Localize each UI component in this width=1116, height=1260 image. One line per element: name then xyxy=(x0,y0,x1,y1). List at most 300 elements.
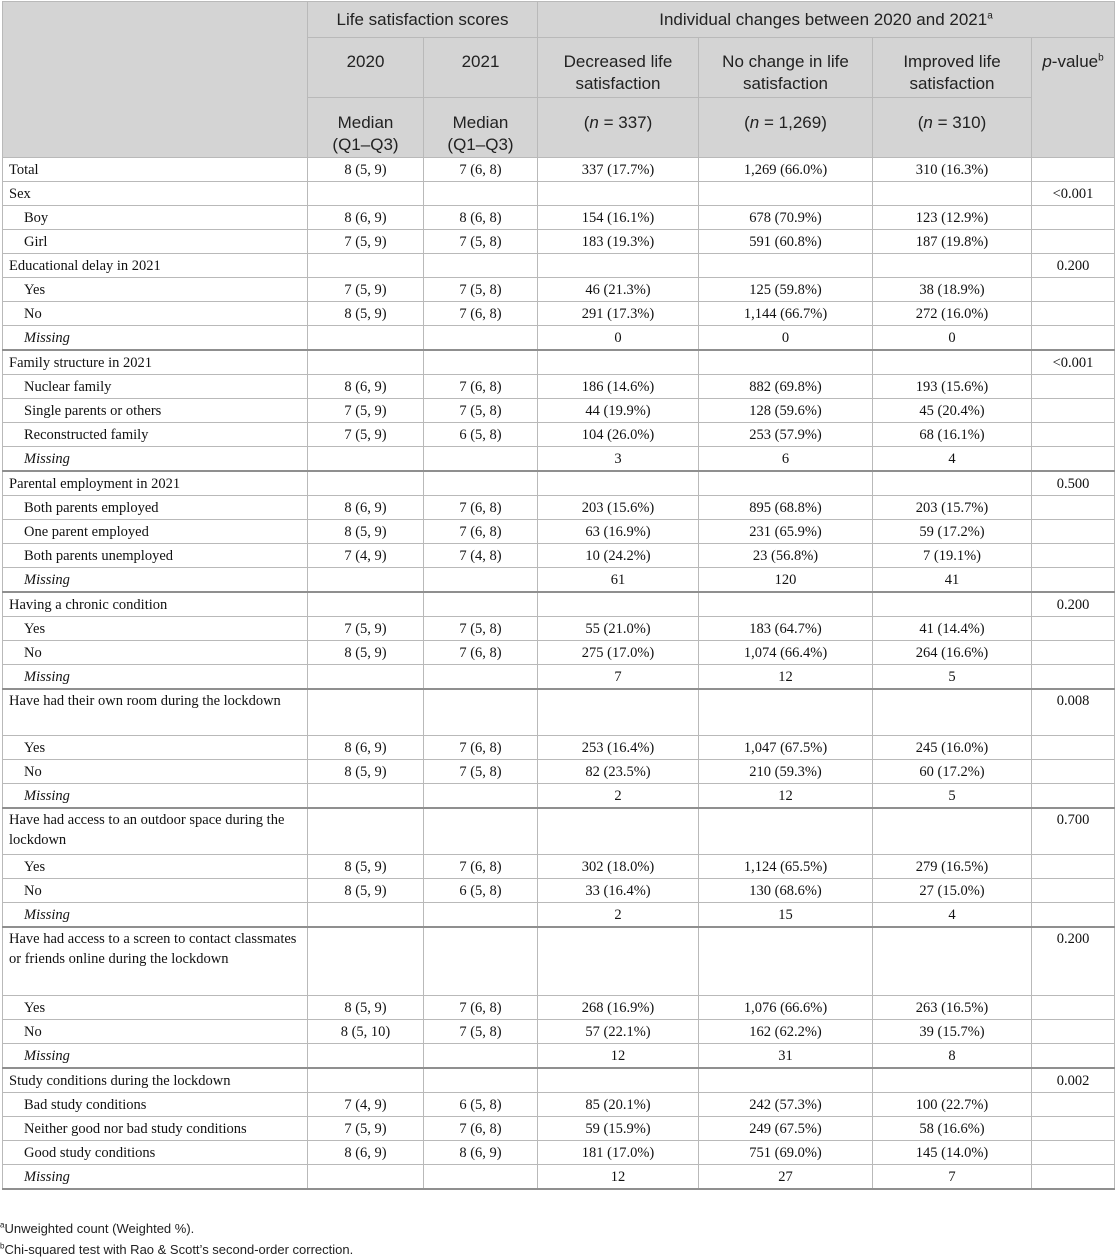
cell-p-value xyxy=(1032,1093,1115,1117)
cell-2020: 8 (6, 9) xyxy=(308,1141,424,1165)
cell-p-value xyxy=(1032,665,1115,690)
header-year-2020: 2020 xyxy=(308,38,424,98)
cell-no-change xyxy=(699,471,873,496)
cell-improved: 310 (16.3%) xyxy=(873,158,1032,182)
cell-decreased xyxy=(538,927,699,996)
cell-2021: 8 (6, 8) xyxy=(424,206,538,230)
cell-p-value xyxy=(1032,760,1115,784)
row-label: Total xyxy=(3,158,308,182)
cell-decreased: 183 (19.3%) xyxy=(538,230,699,254)
cell-improved xyxy=(873,471,1032,496)
cell-improved xyxy=(873,254,1032,278)
cell-decreased: 61 xyxy=(538,568,699,593)
cell-p-value xyxy=(1032,641,1115,665)
cell-p-value: 0.200 xyxy=(1032,254,1115,278)
cell-improved: 145 (14.0%) xyxy=(873,1141,1032,1165)
cell-improved: 272 (16.0%) xyxy=(873,302,1032,326)
table-missing-row xyxy=(3,1044,1115,1069)
cell-2020: 8 (5, 9) xyxy=(308,760,424,784)
cell-improved: 58 (16.6%) xyxy=(873,1117,1032,1141)
cell-2020: 8 (6, 9) xyxy=(308,375,424,399)
cell-decreased: 7 xyxy=(538,665,699,690)
cell-improved: 8 xyxy=(873,1044,1032,1069)
table-row xyxy=(3,879,1115,903)
cell-decreased: 10 (24.2%) xyxy=(538,544,699,568)
cell-decreased: 302 (18.0%) xyxy=(538,855,699,879)
footnote-b: $^b$Chi-squared test with Rao & Scott’s second-order correction. xyxy=(0,1241,354,1257)
cell-p-value xyxy=(1032,1020,1115,1044)
cell-no-change: 12 xyxy=(699,665,873,690)
cell-2020: 7 (4, 9) xyxy=(308,544,424,568)
cell-2020 xyxy=(308,927,424,996)
cell-p-value xyxy=(1032,496,1115,520)
cell-decreased xyxy=(538,254,699,278)
cell-improved: 68 (16.1%) xyxy=(873,423,1032,447)
cell-2021: 7 (5, 8) xyxy=(424,617,538,641)
table-row xyxy=(3,641,1115,665)
table-missing-row xyxy=(3,903,1115,928)
cell-2020: 7 (5, 9) xyxy=(308,617,424,641)
cell-no-change: 210 (59.3%) xyxy=(699,760,873,784)
cell-2021 xyxy=(424,326,538,351)
cell-2021 xyxy=(424,665,538,690)
cell-no-change: 678 (70.9%) xyxy=(699,206,873,230)
row-label: Missing xyxy=(3,568,308,593)
cell-improved: 4 xyxy=(873,447,1032,472)
cell-no-change: 125 (59.8%) xyxy=(699,278,873,302)
header-improved: Improved life satisfaction xyxy=(873,38,1032,98)
cell-p-value xyxy=(1032,996,1115,1020)
cell-2020: 7 (5, 9) xyxy=(308,423,424,447)
cell-2020 xyxy=(308,471,424,496)
cell-p-value xyxy=(1032,617,1115,641)
row-label: Yes xyxy=(3,617,308,641)
header-median-2021: Median (Q1–Q3) xyxy=(424,98,538,158)
table-section-row xyxy=(3,254,1115,278)
cell-2020 xyxy=(308,447,424,472)
cell-decreased: 181 (17.0%) xyxy=(538,1141,699,1165)
table-row xyxy=(3,855,1115,879)
cell-p-value xyxy=(1032,544,1115,568)
header-year-2021: 2021 xyxy=(424,38,538,98)
row-label: Family structure in 2021 xyxy=(3,350,308,375)
cell-2020: 8 (6, 9) xyxy=(308,496,424,520)
cell-improved: 27 (15.0%) xyxy=(873,879,1032,903)
cell-improved: 7 xyxy=(873,1165,1032,1190)
cell-2020: 7 (5, 9) xyxy=(308,230,424,254)
cell-no-change xyxy=(699,182,873,206)
cell-no-change: 0 xyxy=(699,326,873,351)
row-label: Reconstructed family xyxy=(3,423,308,447)
cell-improved xyxy=(873,927,1032,996)
footnote-a: $^a$Unweighted count (Weighted %). xyxy=(0,1220,195,1236)
cell-2021: 7 (5, 8) xyxy=(424,760,538,784)
cell-p-value xyxy=(1032,158,1115,182)
cell-improved xyxy=(873,1068,1032,1093)
cell-decreased: 337 (17.7%) xyxy=(538,158,699,182)
cell-2021: 6 (5, 8) xyxy=(424,423,538,447)
cell-improved: 279 (16.5%) xyxy=(873,855,1032,879)
cell-p-value xyxy=(1032,423,1115,447)
cell-decreased: 203 (15.6%) xyxy=(538,496,699,520)
cell-no-change: 231 (65.9%) xyxy=(699,520,873,544)
cell-improved: 100 (22.7%) xyxy=(873,1093,1032,1117)
cell-decreased: 12 xyxy=(538,1165,699,1190)
cell-decreased xyxy=(538,471,699,496)
cell-no-change: 128 (59.6%) xyxy=(699,399,873,423)
cell-no-change: 591 (60.8%) xyxy=(699,230,873,254)
cell-2021 xyxy=(424,808,538,855)
row-label: No xyxy=(3,302,308,326)
table-row xyxy=(3,278,1115,302)
cell-no-change xyxy=(699,689,873,736)
cell-decreased: 2 xyxy=(538,784,699,809)
cell-decreased xyxy=(538,182,699,206)
header-empty-cell xyxy=(3,2,308,158)
cell-no-change xyxy=(699,808,873,855)
cell-improved xyxy=(873,182,1032,206)
row-label: Have had access to an outdoor space during the lockdown xyxy=(3,808,308,855)
cell-2021 xyxy=(424,1044,538,1069)
cell-no-change: 1,047 (67.5%) xyxy=(699,736,873,760)
row-label: Yes xyxy=(3,996,308,1020)
cell-improved: 203 (15.7%) xyxy=(873,496,1032,520)
row-label: Parental employment in 2021 xyxy=(3,471,308,496)
table-row xyxy=(3,544,1115,568)
cell-no-change: 31 xyxy=(699,1044,873,1069)
cell-improved xyxy=(873,808,1032,855)
cell-p-value: <0.001 xyxy=(1032,350,1115,375)
cell-no-change: 12 xyxy=(699,784,873,809)
table-row xyxy=(3,206,1115,230)
cell-2020 xyxy=(308,1068,424,1093)
row-label: Sex xyxy=(3,182,308,206)
cell-improved: 45 (20.4%) xyxy=(873,399,1032,423)
row-label: No xyxy=(3,760,308,784)
table-row xyxy=(3,375,1115,399)
cell-2020 xyxy=(308,808,424,855)
cell-2020: 8 (5, 9) xyxy=(308,302,424,326)
cell-decreased: 154 (16.1%) xyxy=(538,206,699,230)
table-row xyxy=(3,302,1115,326)
cell-improved: 0 xyxy=(873,326,1032,351)
cell-2021 xyxy=(424,568,538,593)
cell-p-value xyxy=(1032,326,1115,351)
table-row xyxy=(3,423,1115,447)
table-missing-row xyxy=(3,784,1115,809)
cell-improved: 245 (16.0%) xyxy=(873,736,1032,760)
cell-no-change: 1,076 (66.6%) xyxy=(699,996,873,1020)
cell-improved: 39 (15.7%) xyxy=(873,1020,1032,1044)
header-no-change: No change in life satisfaction xyxy=(699,38,873,98)
cell-2020 xyxy=(308,689,424,736)
row-label: Missing xyxy=(3,665,308,690)
table-row xyxy=(3,1141,1115,1165)
cell-p-value xyxy=(1032,855,1115,879)
cell-2021 xyxy=(424,1165,538,1190)
row-label: Having a chronic condition xyxy=(3,592,308,617)
cell-2020 xyxy=(308,592,424,617)
row-label: Have had their own room during the lockdown xyxy=(3,689,308,736)
header-median-2020: Median (Q1–Q3) xyxy=(308,98,424,158)
cell-improved xyxy=(873,592,1032,617)
row-label: No xyxy=(3,1020,308,1044)
table-row xyxy=(3,1117,1115,1141)
cell-p-value xyxy=(1032,1165,1115,1190)
cell-p-value xyxy=(1032,1117,1115,1141)
row-label: Boy xyxy=(3,206,308,230)
cell-improved: 264 (16.6%) xyxy=(873,641,1032,665)
row-label: No xyxy=(3,641,308,665)
cell-decreased xyxy=(538,350,699,375)
cell-improved: 5 xyxy=(873,665,1032,690)
cell-no-change: 1,269 (66.0%) xyxy=(699,158,873,182)
header-n-improved: (n = 310) xyxy=(873,98,1032,158)
row-label: No xyxy=(3,879,308,903)
row-label: Missing xyxy=(3,326,308,351)
cell-p-value xyxy=(1032,736,1115,760)
cell-no-change: 183 (64.7%) xyxy=(699,617,873,641)
cell-improved: 60 (17.2%) xyxy=(873,760,1032,784)
row-label: Yes xyxy=(3,278,308,302)
cell-2020: 8 (6, 9) xyxy=(308,206,424,230)
cell-2020 xyxy=(308,1044,424,1069)
table-row xyxy=(3,617,1115,641)
cell-improved: 4 xyxy=(873,903,1032,928)
cell-improved: 38 (18.9%) xyxy=(873,278,1032,302)
cell-2020: 8 (5, 9) xyxy=(308,520,424,544)
row-label: Study conditions during the lockdown xyxy=(3,1068,308,1093)
cell-no-change: 6 xyxy=(699,447,873,472)
row-label: Bad study conditions xyxy=(3,1093,308,1117)
cell-no-change: 751 (69.0%) xyxy=(699,1141,873,1165)
row-label: Missing xyxy=(3,1165,308,1190)
cell-p-value xyxy=(1032,1141,1115,1165)
row-label: Missing xyxy=(3,903,308,928)
cell-p-value: 0.002 xyxy=(1032,1068,1115,1093)
cell-p-value xyxy=(1032,375,1115,399)
cell-p-value xyxy=(1032,447,1115,472)
cell-2020: 7 (5, 9) xyxy=(308,1117,424,1141)
cell-no-change xyxy=(699,592,873,617)
cell-2020 xyxy=(308,784,424,809)
cell-decreased: 33 (16.4%) xyxy=(538,879,699,903)
cell-decreased: 104 (26.0%) xyxy=(538,423,699,447)
cell-2020: 7 (5, 9) xyxy=(308,278,424,302)
table-missing-row xyxy=(3,568,1115,593)
cell-improved: 7 (19.1%) xyxy=(873,544,1032,568)
cell-decreased: 46 (21.3%) xyxy=(538,278,699,302)
cell-no-change: 162 (62.2%) xyxy=(699,1020,873,1044)
table-section-row xyxy=(3,927,1115,996)
cell-improved: 193 (15.6%) xyxy=(873,375,1032,399)
cell-2020: 8 (5, 10) xyxy=(308,1020,424,1044)
cell-no-change: 1,074 (66.4%) xyxy=(699,641,873,665)
row-label: Good study conditions xyxy=(3,1141,308,1165)
cell-decreased xyxy=(538,1068,699,1093)
cell-2021: 6 (5, 8) xyxy=(424,1093,538,1117)
cell-improved xyxy=(873,689,1032,736)
cell-2020: 8 (5, 9) xyxy=(308,641,424,665)
cell-no-change: 882 (69.8%) xyxy=(699,375,873,399)
cell-2021 xyxy=(424,903,538,928)
cell-2021: 7 (6, 8) xyxy=(424,375,538,399)
cell-p-value: 0.500 xyxy=(1032,471,1115,496)
cell-2021: 7 (6, 8) xyxy=(424,736,538,760)
table-section-row xyxy=(3,350,1115,375)
table-section-row xyxy=(3,182,1115,206)
table-row xyxy=(3,996,1115,1020)
cell-decreased: 44 (19.9%) xyxy=(538,399,699,423)
cell-2020: 7 (5, 9) xyxy=(308,399,424,423)
cell-decreased: 186 (14.6%) xyxy=(538,375,699,399)
cell-p-value: 0.700 xyxy=(1032,808,1115,855)
cell-p-value: 0.200 xyxy=(1032,927,1115,996)
cell-2021 xyxy=(424,784,538,809)
cell-improved: 123 (12.9%) xyxy=(873,206,1032,230)
table-row xyxy=(3,158,1115,182)
row-label: Single parents or others xyxy=(3,399,308,423)
cell-2020: 8 (6, 9) xyxy=(308,736,424,760)
cell-2020: 8 (5, 9) xyxy=(308,855,424,879)
cell-decreased: 55 (21.0%) xyxy=(538,617,699,641)
cell-p-value xyxy=(1032,399,1115,423)
cell-2020: 7 (4, 9) xyxy=(308,1093,424,1117)
results-table xyxy=(2,1,1115,1190)
cell-2020 xyxy=(308,254,424,278)
cell-p-value xyxy=(1032,520,1115,544)
cell-decreased: 275 (17.0%) xyxy=(538,641,699,665)
cell-decreased: 82 (23.5%) xyxy=(538,760,699,784)
cell-decreased: 12 xyxy=(538,1044,699,1069)
cell-decreased: 253 (16.4%) xyxy=(538,736,699,760)
cell-2020: 8 (5, 9) xyxy=(308,996,424,1020)
cell-2021 xyxy=(424,182,538,206)
row-label: Girl xyxy=(3,230,308,254)
header-p-value: p-value$^b$ xyxy=(1032,38,1115,158)
cell-no-change xyxy=(699,350,873,375)
cell-decreased xyxy=(538,808,699,855)
cell-no-change: 27 xyxy=(699,1165,873,1190)
cell-2021: 7 (5, 8) xyxy=(424,399,538,423)
table-missing-row xyxy=(3,1165,1115,1190)
cell-improved: 5 xyxy=(873,784,1032,809)
cell-decreased: 59 (15.9%) xyxy=(538,1117,699,1141)
row-label: Missing xyxy=(3,447,308,472)
cell-no-change: 249 (67.5%) xyxy=(699,1117,873,1141)
row-label: One parent employed xyxy=(3,520,308,544)
cell-2021: 7 (5, 8) xyxy=(424,1020,538,1044)
cell-2020 xyxy=(308,568,424,593)
cell-2021: 8 (6, 9) xyxy=(424,1141,538,1165)
cell-decreased: 2 xyxy=(538,903,699,928)
cell-no-change: 242 (57.3%) xyxy=(699,1093,873,1117)
row-label: Educational delay in 2021 xyxy=(3,254,308,278)
cell-p-value xyxy=(1032,784,1115,809)
cell-decreased: 0 xyxy=(538,326,699,351)
cell-2020: 8 (5, 9) xyxy=(308,158,424,182)
cell-2021: 7 (6, 8) xyxy=(424,996,538,1020)
table-missing-row xyxy=(3,665,1115,690)
cell-2021: 7 (6, 8) xyxy=(424,496,538,520)
cell-2020 xyxy=(308,182,424,206)
cell-2021 xyxy=(424,927,538,996)
table-section-row xyxy=(3,808,1115,855)
table-row xyxy=(3,230,1115,254)
cell-2021: 7 (6, 8) xyxy=(424,158,538,182)
row-label: Have had access to a screen to contact classmates or friends online during the lockdown xyxy=(3,927,308,996)
cell-2020: 8 (5, 9) xyxy=(308,879,424,903)
cell-decreased: 57 (22.1%) xyxy=(538,1020,699,1044)
table-section-row xyxy=(3,1068,1115,1093)
cell-p-value xyxy=(1032,1044,1115,1069)
table-row xyxy=(3,1093,1115,1117)
cell-improved: 41 xyxy=(873,568,1032,593)
table-missing-row xyxy=(3,326,1115,351)
cell-p-value xyxy=(1032,230,1115,254)
table-body xyxy=(3,158,1115,1190)
row-label: Both parents unemployed xyxy=(3,544,308,568)
cell-2021: 7 (6, 8) xyxy=(424,641,538,665)
row-label: Missing xyxy=(3,1044,308,1069)
table-row xyxy=(3,1020,1115,1044)
cell-decreased xyxy=(538,592,699,617)
cell-2021: 7 (5, 8) xyxy=(424,230,538,254)
cell-2020 xyxy=(308,665,424,690)
cell-decreased: 85 (20.1%) xyxy=(538,1093,699,1117)
row-label: Yes xyxy=(3,736,308,760)
header-life-satisfaction-scores: Life satisfaction scores xyxy=(308,2,538,38)
cell-2021 xyxy=(424,350,538,375)
cell-p-value: 0.200 xyxy=(1032,592,1115,617)
cell-no-change: 1,124 (65.5%) xyxy=(699,855,873,879)
cell-2020 xyxy=(308,903,424,928)
table-row xyxy=(3,736,1115,760)
header-n-no-change: (n = 1,269) xyxy=(699,98,873,158)
cell-improved xyxy=(873,350,1032,375)
cell-decreased xyxy=(538,689,699,736)
cell-2020 xyxy=(308,350,424,375)
cell-2021 xyxy=(424,254,538,278)
cell-improved: 41 (14.4%) xyxy=(873,617,1032,641)
cell-2021: 6 (5, 8) xyxy=(424,879,538,903)
table-missing-row xyxy=(3,447,1115,472)
cell-no-change: 130 (68.6%) xyxy=(699,879,873,903)
cell-decreased: 291 (17.3%) xyxy=(538,302,699,326)
cell-no-change: 120 xyxy=(699,568,873,593)
cell-2021: 7 (4, 8) xyxy=(424,544,538,568)
cell-2021: 7 (6, 8) xyxy=(424,302,538,326)
table-row xyxy=(3,496,1115,520)
cell-no-change xyxy=(699,927,873,996)
table-row xyxy=(3,520,1115,544)
table-row xyxy=(3,760,1115,784)
header-n-decreased: (n = 337) xyxy=(538,98,699,158)
cell-2020 xyxy=(308,326,424,351)
cell-no-change xyxy=(699,1068,873,1093)
cell-decreased: 3 xyxy=(538,447,699,472)
cell-2021: 7 (6, 8) xyxy=(424,855,538,879)
cell-no-change: 1,144 (66.7%) xyxy=(699,302,873,326)
cell-2021: 7 (5, 8) xyxy=(424,278,538,302)
cell-p-value xyxy=(1032,206,1115,230)
cell-p-value: 0.008 xyxy=(1032,689,1115,736)
cell-improved: 263 (16.5%) xyxy=(873,996,1032,1020)
cell-2021 xyxy=(424,471,538,496)
cell-no-change: 15 xyxy=(699,903,873,928)
header-decreased: Decreased life satisfaction xyxy=(538,38,699,98)
cell-2021 xyxy=(424,592,538,617)
